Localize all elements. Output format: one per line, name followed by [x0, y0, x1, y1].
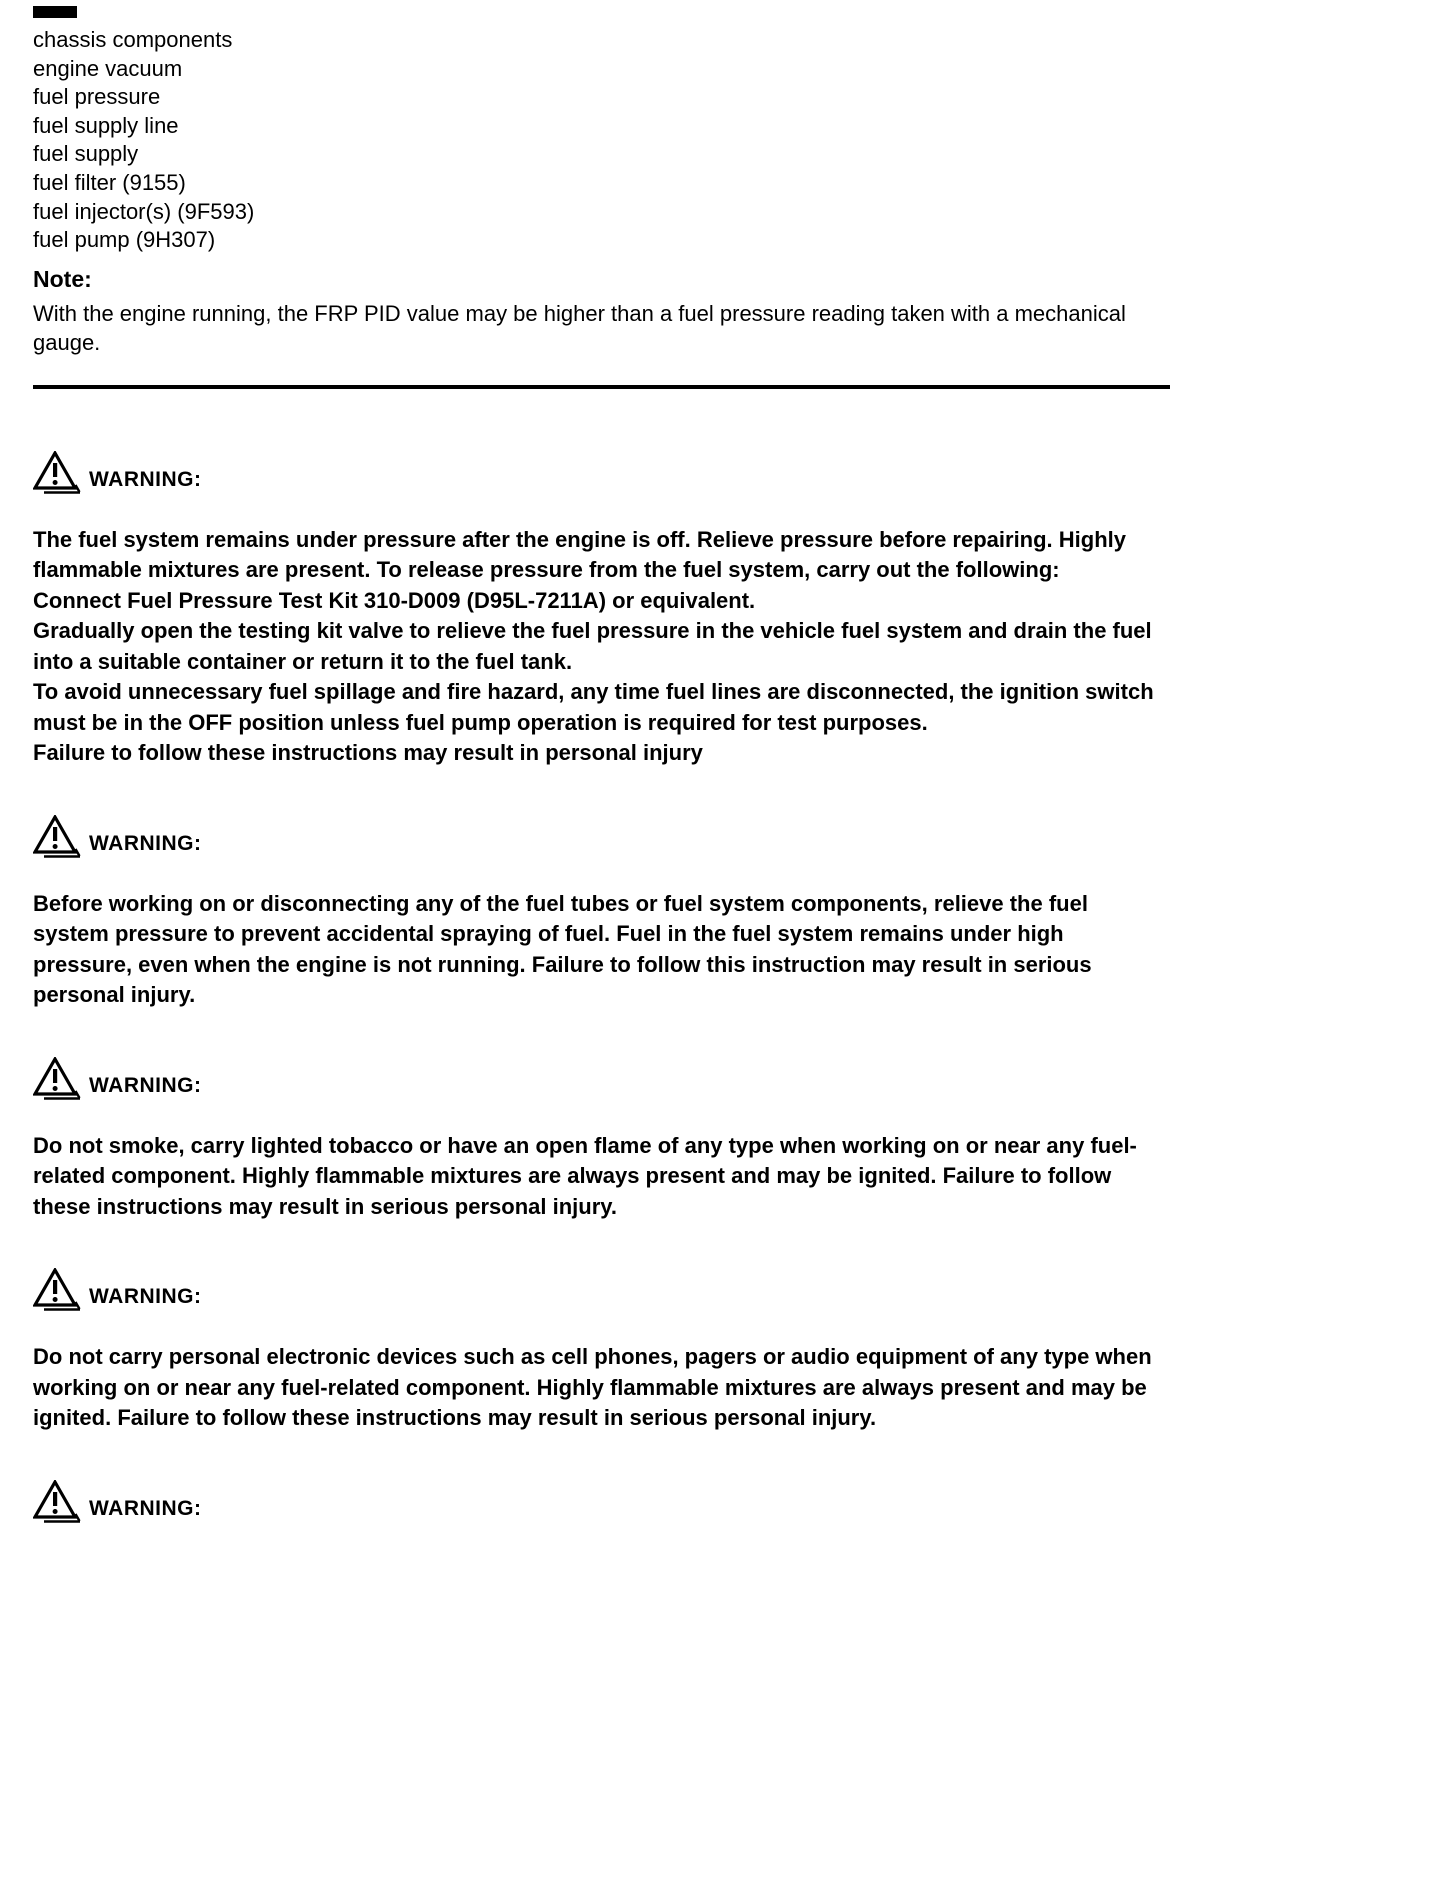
- warning-paragraph: Connect Fuel Pressure Test Kit 310-D009 (D95L-7211A) or equivalent.: [33, 587, 756, 613]
- warning-triangle-icon: [33, 815, 81, 859]
- warning-body: [33, 1131, 1155, 1223]
- warning-body: [33, 525, 1155, 769]
- warning-paragraph: Do not smoke, carry lighted tobacco or have an open flame of any type when working on or near any fuel-related component. Highly flammable mixtures are always present and may be ignited. Failure to follow these instructions may result in serious personal injury.: [33, 1132, 1137, 1219]
- warning-label: WARNING:: [89, 467, 202, 491]
- warning-section: [33, 1480, 1426, 1524]
- warning-paragraph: Before working on or disconnecting any of the fuel tubes or fuel system components, relieve the fuel system pressure to prevent accidental spraying of fuel. Fuel in the fuel system remains under high pressure, even when the engine is not running. Failure to follow this instruction may result in serious personal injury.: [33, 890, 1092, 1008]
- list-item: fuel pressure: [33, 84, 161, 110]
- warning-paragraph: Gradually open the testing kit valve to relieve the fuel pressure in the vehicle fuel system and drain the fuel into a suitable container or return it to the fuel tank.: [33, 618, 1152, 674]
- list-item: fuel injector(s) (9F593): [33, 198, 255, 224]
- warning-header: [33, 815, 1426, 859]
- warning-triangle-icon: [33, 1057, 81, 1101]
- page-corner-mark: [33, 6, 77, 18]
- warning-triangle-icon: [33, 451, 81, 495]
- warning-header: [33, 1268, 1426, 1312]
- warning-paragraph: Failure to follow these instructions may result in personal injury: [33, 740, 703, 766]
- note-text: With the engine running, the FRP PID value may be higher than a fuel pressure reading taken with a mechanical gauge.: [33, 300, 1126, 355]
- list-item: fuel filter (9155): [33, 169, 186, 195]
- warning-header: [33, 451, 1426, 495]
- warning-paragraph: The fuel system remains under pressure after the engine is off. Relieve pressure before repairing. Highly flammable mixtures are present. To release pressure from the fuel system, carry out the following:: [33, 526, 1127, 583]
- warning-section: [33, 451, 1426, 769]
- list-item: fuel supply line: [33, 112, 179, 138]
- warning-label: WARNING:: [89, 1285, 202, 1309]
- warning-header: [33, 1480, 1426, 1524]
- note-heading: Note:: [33, 265, 92, 292]
- warning-body: [33, 889, 1155, 1011]
- warning-section: [33, 815, 1426, 1011]
- warning-triangle-icon: [33, 1480, 81, 1524]
- warning-label: WARNING:: [89, 1496, 202, 1520]
- section-divider: [33, 385, 1170, 389]
- warning-section: [33, 1057, 1426, 1223]
- list-item: engine vacuum: [33, 55, 183, 81]
- warning-triangle-icon: [33, 1268, 81, 1312]
- warning-section: [33, 1268, 1426, 1434]
- warning-paragraph: To avoid unnecessary fuel spillage and fire hazard, any time fuel lines are disconnected, the ignition switch must be in the OFF position unless fuel pump operation is required for test purposes.: [33, 679, 1154, 735]
- list-item: chassis components: [33, 27, 233, 52]
- list-item: fuel supply: [33, 141, 139, 167]
- warning-label: WARNING:: [89, 1073, 202, 1097]
- component-list: [33, 26, 1426, 255]
- warning-paragraph: Do not carry personal electronic devices such as cell phones, pagers or audio equipment of any type when working on or near any fuel-related component. Highly flammable mixtures are always present and may be ignited. Failure to follow these instructions may result in serious personal injury.: [33, 1344, 1152, 1431]
- list-item: fuel pump (9H307): [33, 227, 216, 253]
- warning-header: [33, 1057, 1426, 1101]
- warning-body: [33, 1342, 1155, 1434]
- warning-label: WARNING:: [89, 831, 202, 855]
